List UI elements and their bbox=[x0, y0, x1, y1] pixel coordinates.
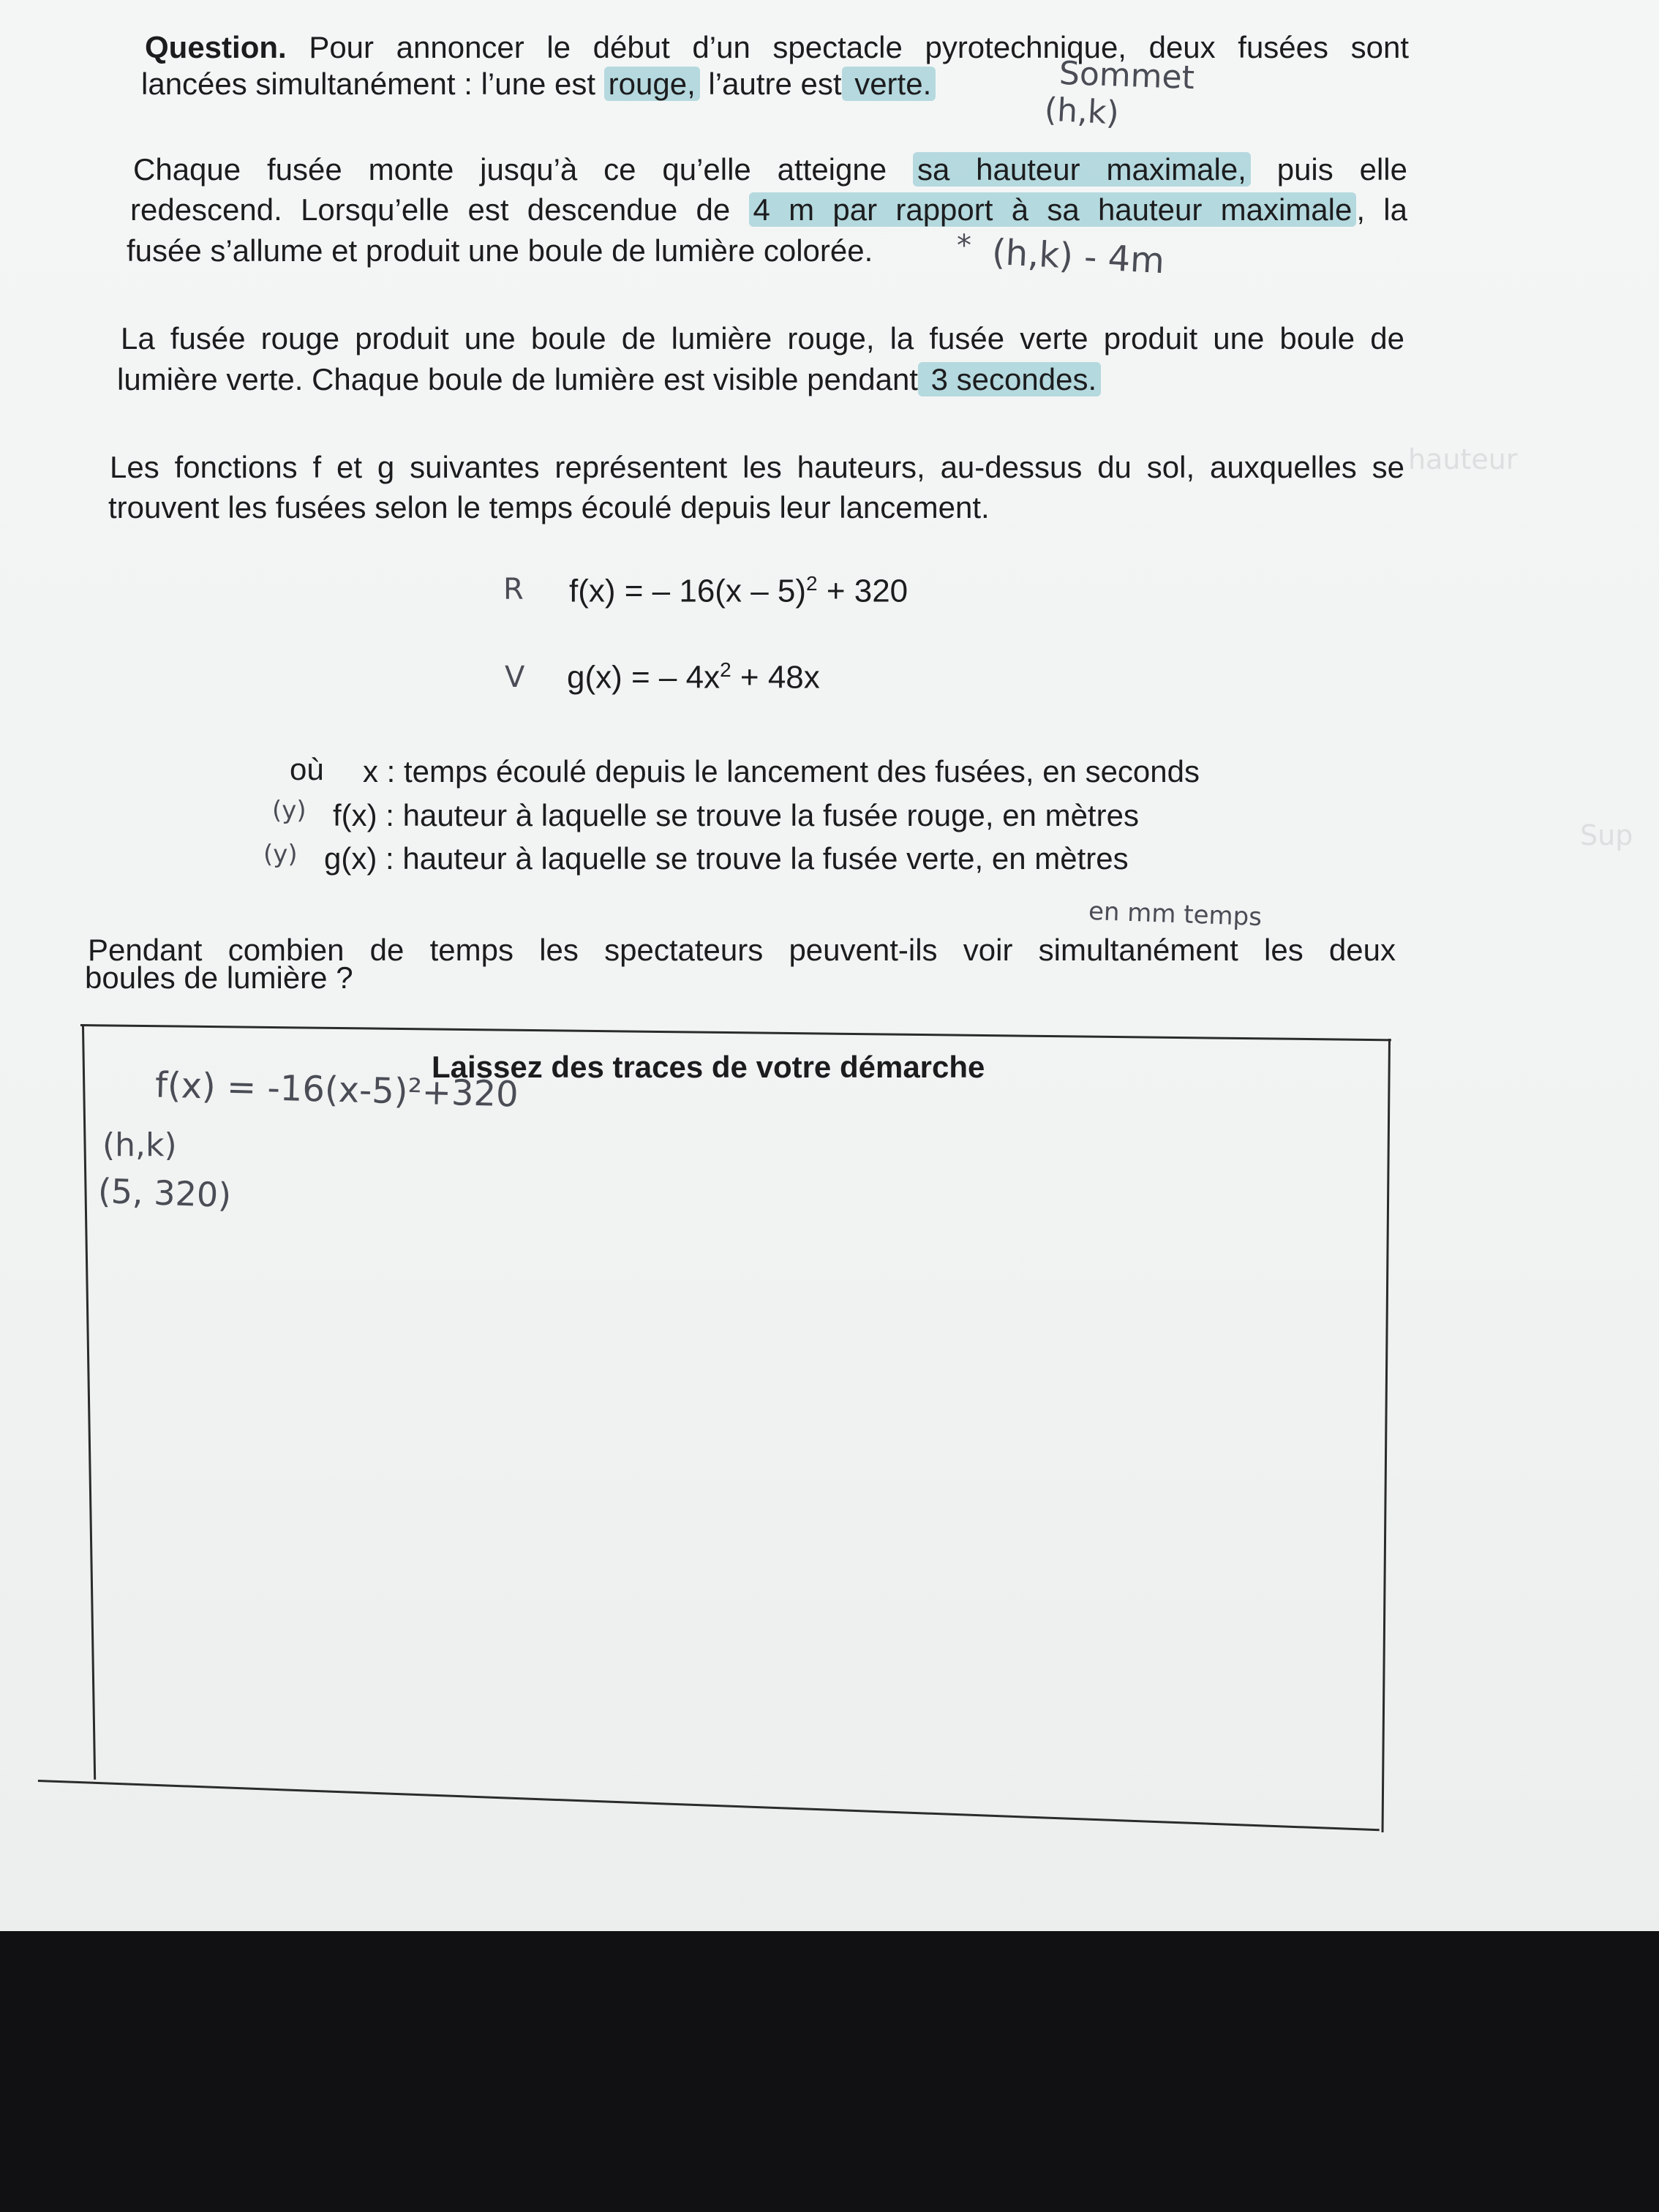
handwriting-hk-minus-4m: (h,k) - 4m bbox=[990, 231, 1166, 282]
paragraph-2-line-2: redescend. Lorsqu’elle est descendue de 4 m par rapport à sa hauteur maximale , la bbox=[130, 192, 1407, 227]
definition-x: x : temps écoulé depuis le lancement des fusées, en seconds bbox=[363, 754, 1200, 789]
handwriting-en-mm-temps: en mm temps bbox=[1088, 896, 1263, 933]
ask-line-1: Pendant combien de temps les spectateurs peuvent-ils voir simultanément les deux bbox=[88, 933, 1396, 967]
highlight-4m: 4 m par rapport à sa hauteur maximale bbox=[749, 192, 1357, 227]
paragraph-2-line-1: Chaque fusée monte jusqu’à ce qu’elle atteigne sa hauteur maximale, puis elle bbox=[133, 152, 1408, 187]
highlight-hauteur-maximale: sa hauteur maximale, bbox=[913, 152, 1251, 187]
definition-g: g(x) : hauteur à laquelle se trouve la fusée verte, en mètres bbox=[324, 841, 1129, 876]
work-vertex: (5, 320) bbox=[97, 1170, 233, 1216]
faint-bleed-through-1: hauteur bbox=[1408, 443, 1518, 475]
paragraph-3-line-2: lumière verte. Chaque boule de lumière est visible pendant 3 secondes. bbox=[117, 360, 1101, 399]
question-label: Question. bbox=[145, 30, 287, 64]
paragraph-1-line-1: Question. Pour annoncer le début d’un spectacle pyrotechnique, deux fusées sont bbox=[145, 30, 1410, 64]
where-label: où bbox=[290, 752, 324, 786]
ask-line-2: boules de lumière ? bbox=[85, 960, 353, 995]
paragraph-4-line-1: Les fonctions f et g suivantes représentent les hauteurs, au-dessus du sol, auxquelles se bbox=[110, 450, 1404, 484]
highlight-3-secondes: 3 secondes. bbox=[918, 362, 1101, 396]
faint-bleed-through-2: Sup bbox=[1580, 819, 1633, 851]
work-function-f: f(x) = -16(x-5)²+320 bbox=[154, 1064, 519, 1116]
handwriting-hk-top: (h,k) bbox=[1043, 91, 1120, 132]
handwriting-star: * bbox=[957, 229, 971, 263]
handwriting-sommet: Sommet bbox=[1058, 54, 1195, 97]
paragraph-4-line-2: trouvent les fusées selon le temps écoulé depuis leur lancement. bbox=[108, 490, 990, 524]
box-title: Laissez des traces de votre démarche bbox=[432, 1050, 985, 1084]
paragraph-3-line-1: La fusée rouge produit une boule de lumière rouge, la fusée verte produit une boule de bbox=[121, 321, 1404, 356]
function-f: f(x) = – 16(x – 5)$^2$ + 320 bbox=[569, 572, 908, 609]
function-g: g(x) = – $4x^2 + 48x$ bbox=[567, 658, 820, 696]
handwriting-y-1: (y) bbox=[272, 796, 306, 825]
highlight-rouge: rouge, bbox=[604, 67, 700, 101]
paragraph-1-line-2: lancées simultanément : l’une est rouge, l’autre est verte. bbox=[141, 64, 936, 104]
definition-f: f(x) : hauteur à laquelle se trouve la fusée rouge, en mètres bbox=[333, 798, 1139, 832]
handwriting-r: R bbox=[503, 573, 524, 606]
dark-background bbox=[0, 1931, 1659, 2212]
handwriting-v: V bbox=[505, 661, 525, 694]
paragraph-2-line-3: fusée s’allume et produit une boule de lumière colorée. bbox=[127, 233, 873, 268]
handwriting-y-2: (y) bbox=[263, 840, 298, 869]
work-hk: (h,k) bbox=[102, 1126, 177, 1164]
highlight-verte: verte. bbox=[842, 67, 936, 101]
